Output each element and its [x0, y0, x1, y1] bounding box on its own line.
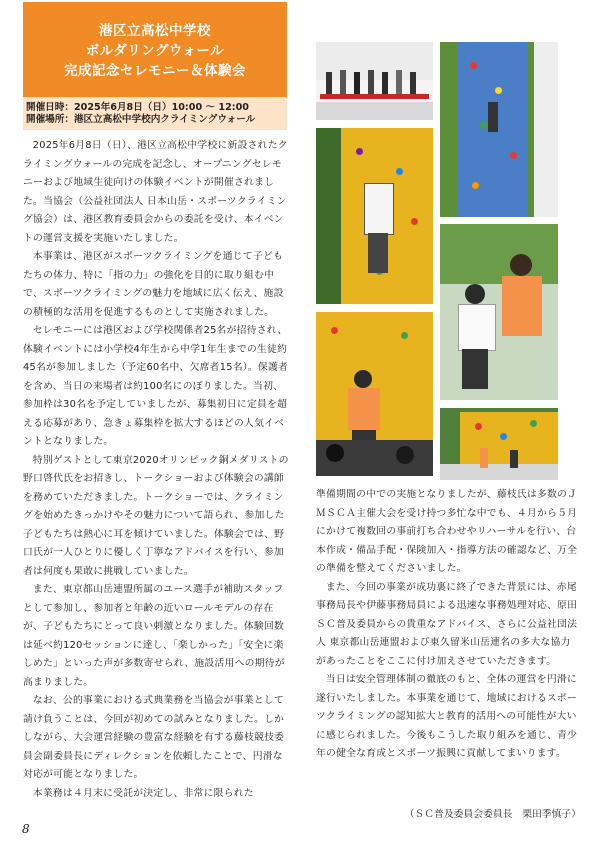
- child-climbing-photo: [316, 128, 433, 304]
- signature: （ＳＣ普及委員会委員長 栗田季慎子）: [404, 809, 581, 820]
- paragraph-9: 当日は安全管理体制の徹底のもと、全体の運営を円滑に遂行いたしました。本事業を通じて、地域におけるスポーツクライミングの認知拡大と教育的活用への可能性が大いに感じられました。今後もこうした取り組みを通じ、青少年の健全な育成とスポーツ振興に貢献してまいります。: [316, 674, 578, 759]
- paragraph-7-start: 本業務は４月末に受託が決定し、非常に限られた: [32, 787, 254, 799]
- title-banner: [23, 2, 287, 97]
- paragraph-5: また、東京都山岳連盟所属のユース選手が補助スタッフとして参加し、参加者と年齢の近いロールモデルの存在が、子どもたちにとって良い刺激となりました。体験回数は延べ約120セッションに達し、「楽しかった」「安全に楽しめた」といった声が多数寄せられ、施設活用への期待が高まりました。: [23, 584, 285, 688]
- right-column: [316, 486, 578, 764]
- instructor-with-child-photo: [440, 224, 558, 400]
- page-number: 8: [22, 822, 30, 836]
- paragraph-2: 本事業は、港区がスポーツクライミングを通じて子どもたちの体力、特に「指の力」の強化を目的に取り組む中で、スポーツクライミングの魅力を地域に広く伝え、施設の積極的な活用を促進するものとして実施されました。: [23, 251, 284, 318]
- paragraph-6: なお、公的事業における式典業務を当協会が事業として請け負うことは、今回が初めての試みとなりました。しかしながら、大会運営経験の豊富な経験を有する藤枝競技委員会副委員長にディレクションを依頼したことで、円滑な対応が可能となりました。: [23, 695, 285, 780]
- wall-overview-photo: [440, 408, 558, 480]
- paragraph-1: 2025年6月8日（日）、港区立高松中学校に新設されたクライミングウォールの完成を記念し、オープニングセレモニーおよび地域生徒向けの体験イベントが開催されました。当協会（公益社団法人 日本山岳・スポーツクライミング協会）は、港区教育委員会からの委託を受け、本イベントの運営支援を実施いたしました。: [23, 140, 288, 244]
- title-line-3: 完成記念セレモニー＆体験会: [64, 63, 246, 79]
- event-date: 開催日時：2025年6月8日（日）10:00 〜 12:00: [26, 102, 249, 113]
- paragraph-8: また、今回の事業が成功裏に終了できた背景には、赤尾事務局長や伊藤事務局員による迅速な事務処理対応、原田ＳＣ普及委員からの貴重なアドバイス、さらに公益社団法人 東京都山岳連盟および東久留米山岳連名の多大な協力があったことをここに付け加えさせていただきます。: [316, 581, 578, 667]
- blue-wall-climber-photo: [440, 42, 558, 217]
- event-info: [23, 97, 287, 130]
- title-line-1: 港区立高松中学校: [99, 23, 211, 39]
- event-venue: 開催場所：港区立高松中学校内クライミングウォール: [26, 114, 256, 125]
- paragraph-3: セレモニーには港区および学校関係者25名が招待され、体験イベントには小学校4年生から中学1年生までの生徒約45名が参加しました（予定60名中、欠席者15名）。保護者を含め、当日の来場者は約100名にのぼりました。当初、参加枠は30名を予定していましたが、募集初日に定員を超える応募があり、急きょ募集枠を拡大するほどの人気イベントとなりました。: [23, 325, 289, 447]
- talk-show-photo-frame: [316, 340, 433, 476]
- ceremony-photo: [316, 42, 433, 120]
- paragraph-7-end: 準備期間の中での実施となりましたが、藤枝氏は多数のＪＭＳＣＡ主催大会を受け持つ多忙な中でも、４月から５月にかけて複数回の事前打ち合わせやリハーサルを行い、台本作成・備品手配・保険加入・指導方法の確認など、万全の準備を整えてくださいました。: [316, 489, 578, 574]
- left-column: [23, 137, 290, 803]
- paragraph-4: 特別ゲストとして東京2020オリンピック銅メダリストの野口啓代氏をお招きし、トークショーおよび体験会の講師を務めていただきました。トークショーでは、クライミングを始めたきっかけやその魅力について語られ、参加した子どもたちは熱心に耳を傾けていました。体験会では、野口氏が一人ひとりに優しく丁寧なアドバイスを行い、参加者は何度も果敢に挑戦していました。: [23, 454, 289, 577]
- title-line-2: ボルダリングウォール: [85, 43, 225, 59]
